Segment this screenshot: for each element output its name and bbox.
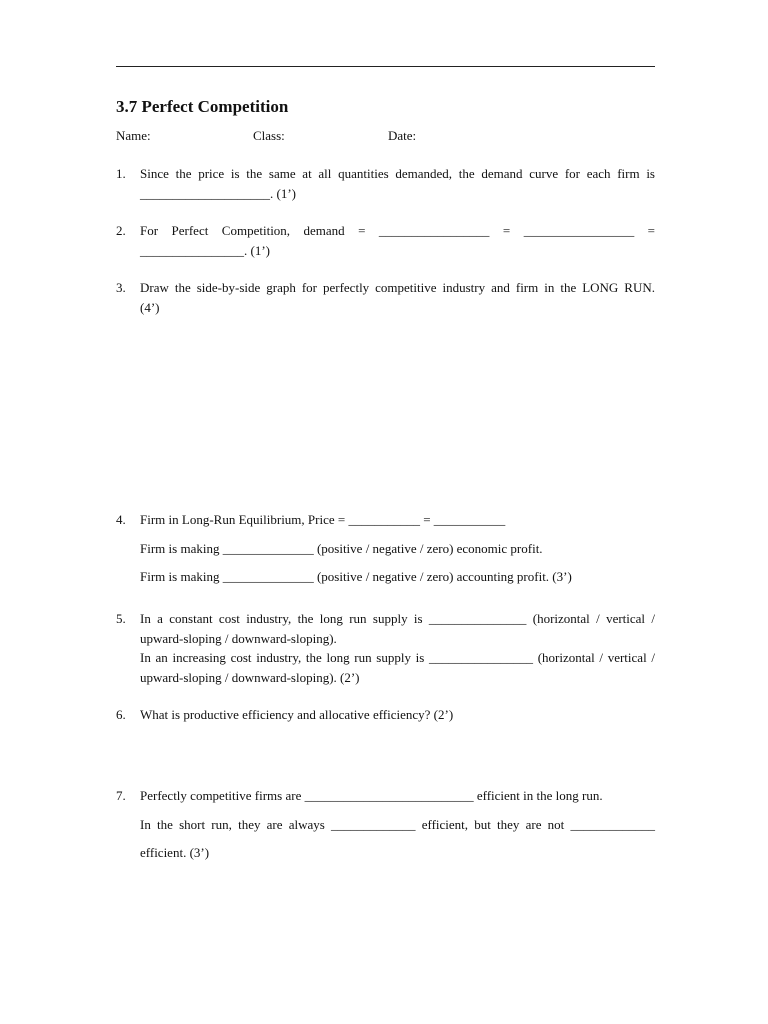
question-7 (116, 786, 655, 863)
header-rule (116, 66, 655, 67)
question-3 (116, 278, 655, 317)
question-5 (116, 609, 655, 687)
question-2 (116, 221, 655, 260)
page-title: 3.7 Perfect Competition (116, 97, 289, 116)
question-number: 4. (116, 512, 126, 527)
question-number: 5. (116, 611, 126, 626)
question-text-line: Firm is making ______________ (positive / negative / zero) accounting profit. (3’) (140, 569, 572, 584)
question-6 (116, 705, 655, 725)
question-number: 7. (116, 788, 126, 803)
question-text-line: Perfectly competitive firms are __________________________ efficient in the long run. (140, 788, 603, 803)
question-number: 6. (116, 707, 126, 722)
question-number: 1. (116, 166, 126, 181)
question-number: 3. (116, 280, 126, 295)
question-text-line: Firm is making ______________ (positive / negative / zero) economic profit. (140, 540, 543, 556)
question-text-line: efficient. (3’) (140, 845, 210, 860)
question-text-line: Draw the side-by-side graph for perfectly competitive industry and firm in the LONG RUN. (140, 280, 655, 295)
question-number: 2. (116, 223, 126, 238)
question-text-line: upward-sloping / downward-sloping). (2’) (140, 669, 360, 685)
date-label: Date: (388, 128, 417, 143)
question-text-line: In the short run, they are always _____________ efficient, but they are not _____________ (140, 816, 655, 832)
question-text-line: upward-sloping / downward-sloping). (140, 630, 337, 646)
question-text-line: ____________________. (1’) (140, 185, 296, 201)
name-label: Name: (116, 128, 151, 143)
question-text-line: What is productive efficiency and allocative efficiency? (2’) (140, 707, 454, 722)
question-text-line: (4’) (140, 299, 160, 315)
question-4 (116, 510, 655, 587)
question-text-line: In an increasing cost industry, the long run supply is ________________ (horizontal / vertical / (140, 650, 655, 665)
question-1 (116, 164, 655, 203)
question-text-line: For Perfect Competition, demand = _________________ = _________________ = (140, 223, 655, 238)
class-label: Class: (253, 128, 285, 143)
question-text-line: Since the price is the same at all quantities demanded, the demand curve for each firm is (140, 166, 655, 181)
question-text-line: Firm in Long-Run Equilibrium, Price = ___________ = ___________ (140, 512, 506, 527)
question-text-line: In a constant cost industry, the long run supply is _______________ (horizontal / vertical / (140, 611, 655, 626)
question-text-line: ________________. (1’) (140, 242, 270, 258)
